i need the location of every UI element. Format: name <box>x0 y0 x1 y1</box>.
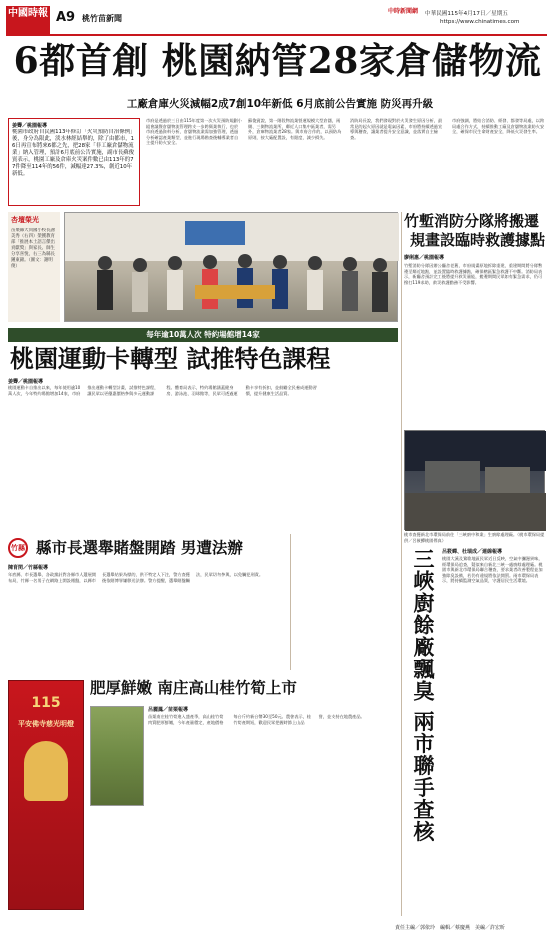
fire-station-headline-line2: 規畫設臨時救護據點 <box>409 231 545 249</box>
masthead-rule <box>6 34 547 36</box>
temple-ad-number: 115 <box>31 695 61 711</box>
lead-body-col1: 市府是透過於三日由115年度第一次火災預防規劃小組會議暨倉儲物流管理跨支一步跨衛業執行，也於市府透過資料分析，倉儲物流業需加強管理，透過分析確認產業類型，並進行現場勘查後輔導業者自主提升防火安全。 <box>146 118 242 146</box>
group-photo-people <box>65 213 399 323</box>
sports-kicker-bar <box>8 328 398 342</box>
kitchen-waste-body: 桃園大溪及鶯歌地區民眾近日反映，空氣中瀰漫異味，經環保局追查，疑似來自新北三峽一處廚餘處理廠。桃園市與新北市環保局聯合稽查，要求業者改善製程並加強除臭設備，若仍有違規將依法開罰。兩市環保局表示，將持續監測空氣品質，守護居民生活環境。 <box>442 556 543 584</box>
feature-caption-box <box>8 212 60 322</box>
divider-middle <box>290 534 291 670</box>
fire-station-headline-line1: 竹塹消防分隊將搬遷 <box>404 212 540 230</box>
group-photo <box>64 212 398 322</box>
footer-credits: 責任主編／郭依玲 編輯／蔡慶燕 美編／許宏昕 <box>395 925 506 931</box>
gambling-story <box>8 534 284 670</box>
bamboo-story <box>8 676 398 916</box>
sports-body: 桃園運動卡自推出以來，每年使用逾10萬人次，今年特約場館增加14家，市府推出運動卡轉型計畫，試推特色課程，讓民眾以更優惠價格參與多元運動課程。體育局表示，特約場館涵蓋健身房、游泳池、羽球館等，民眾可透過運動卡享有折扣，並鼓勵全民養成運動習慣，提升健康生活品質。 <box>8 385 317 396</box>
lead-byline: 姜霽／桃園報導 <box>12 123 48 129</box>
lead-body-col3: 消防局長說，我們發現對於火災發生原因分析，最常見的起火原因就是電氣因素，市府將持續透過宣導與稽查，讓業者提升安全意識，並落實自主檢查。 <box>350 118 443 140</box>
bamboo-body: 苗栗南庄桂竹筍進入盛產季，高山桂竹筍肉質肥厚鮮嫩，今年產量穩定，產地價格每台斤約新台幣30至50元。農會表示，桂竹筍產期短，歡迎民眾把握時節上山品嘗，並支持在地農產品。 <box>148 714 365 725</box>
feature-photo-block <box>8 212 398 322</box>
divider-right <box>401 212 402 916</box>
kitchen-waste-photo <box>404 430 545 530</box>
kitchen-waste-story <box>404 548 545 916</box>
kitchen-waste-caption: 桃市查獲新北市環保局前往「三峽廚中和業」生廚餘處理廠。（桃市環保局提供／呂筱蟬桃園傳真） <box>404 532 545 543</box>
kitchen-waste-byline: 呂筱蟬、杜瑞成／連線報導 <box>442 549 503 555</box>
feature-caption: 苗栗縣大同國小校長謝美秀（右四）榮獲教育部「推展本土語言傑出貢獻獎」與家長、師生分享喜悅，右三為縣長鍾東錦。（圖文：謝明俊） <box>11 228 55 269</box>
bamboo-headline: 肥厚鮮嫩 南庄高山桂竹筍上市 <box>90 678 297 697</box>
site-url: https://www.chinatimes.com <box>440 19 520 25</box>
gambling-tag <box>8 538 28 558</box>
lead-headline: 6都首創 桃園納管28家倉儲物流 <box>13 40 542 82</box>
gambling-tag-text: 竹縣 <box>11 544 25 552</box>
newspaper-logo <box>6 6 50 34</box>
temple-ad-buddha <box>24 741 68 801</box>
sports-kicker: 每年逾10萬人次 特約場館增14家 <box>146 330 260 339</box>
lead-body-col2: 蘇俊賓說，第一階段物流業營運規模大型倉儲，兩側、三側物流業所，鄰近人口集中區業者，需另外，倉庫物流業者28家。與市府合作的，以預防為原則，按大廠配置設，有限度，減少損失。 <box>248 118 342 140</box>
sports-headline: 桃園運動卡轉型 試推特色課程 <box>10 344 331 373</box>
lead-intro-box <box>8 118 140 206</box>
gambling-body: 年底縣、市長選舉，各政黨針對各縣市人選展開布局，竹縣一名男子在網路上開設賭盤，以縣市長選舉結果為標的，供不特定人下注，警方查獲後依賭博罪嫌移送法辦。警方提醒，選舉賭盤觸法，民眾切勿參與，以免觸犯刑責。 <box>8 572 264 583</box>
kitchen-waste-vertical-headline: 三峽廚餘廠飄臭 兩市聯手查核 <box>411 548 436 843</box>
logo-text: 中國時報 <box>8 8 48 19</box>
sports-byline: 姜霽／桃園報導 <box>8 379 44 385</box>
lead-intro-text: 桃園市政府自民國113年修訂「火災預防自治條例」後，身分為限此，淡水林經結舉的，除了由都市，16日再宣布將來6都之先，把28家「非工廠倉儲物流業」納入管理，預計6月底前公告實施，副市長蘇俊賓表示，桃園工廠及倉庫火災案件數已由113年的77件降至114年的56件，減幅達27.3%，創近10年新低。 <box>12 129 136 177</box>
plant-photo-scene <box>405 431 546 531</box>
lead-body-col4: 市府強調，將結合消防、經發、都發等局處，以跨局處合作方式，持續推動工廠及倉儲物流業防火安全，確保市民生命財產安全，降低火災發生率。 <box>452 118 545 135</box>
gambling-byline: 陳育閔／竹縣報導 <box>8 565 49 571</box>
gambling-headline: 縣市長選舉賭盤開踏 男遭法辦 <box>36 538 243 557</box>
fire-station-story <box>404 212 545 424</box>
fire-station-body: 竹塹消防分隊因辦公廳舍老舊，市府規畫原地拆除重建，重建期間將分隊暫遷至鄰近地點，並設置臨時救護據點，確保轄區緊急救護不中斷。消防局表示，新廳舍預計完工後將提升救災量能，搬遷期間民眾如有緊急需求，仍可撥打119求助，救災救護勤務不受影響。 <box>404 263 543 285</box>
section-name: 桃竹苗新聞 <box>82 14 122 23</box>
bamboo-byline: 呂麗鳳／苗栗報導 <box>148 707 189 713</box>
sports-card-story <box>8 328 398 528</box>
fire-station-byline: 廖俐惠／桃園報導 <box>404 255 445 261</box>
temple-ad <box>8 680 84 910</box>
feature-kicker: 杏壇榮光 <box>11 216 39 224</box>
date-line: 中華民國115年4月17日／星期五 <box>425 11 508 17</box>
bamboo-photo <box>90 706 144 806</box>
side-logo: 中時新聞網 <box>388 8 419 15</box>
lead-subhead: 工廠倉庫火災減幅2成7創10年新低 6月底前公告實施 防災再升級 <box>126 98 434 110</box>
temple-ad-title: 平安佛寺慈光明燈 <box>18 720 74 728</box>
masthead <box>0 0 553 36</box>
page-number: A9 <box>56 10 76 25</box>
